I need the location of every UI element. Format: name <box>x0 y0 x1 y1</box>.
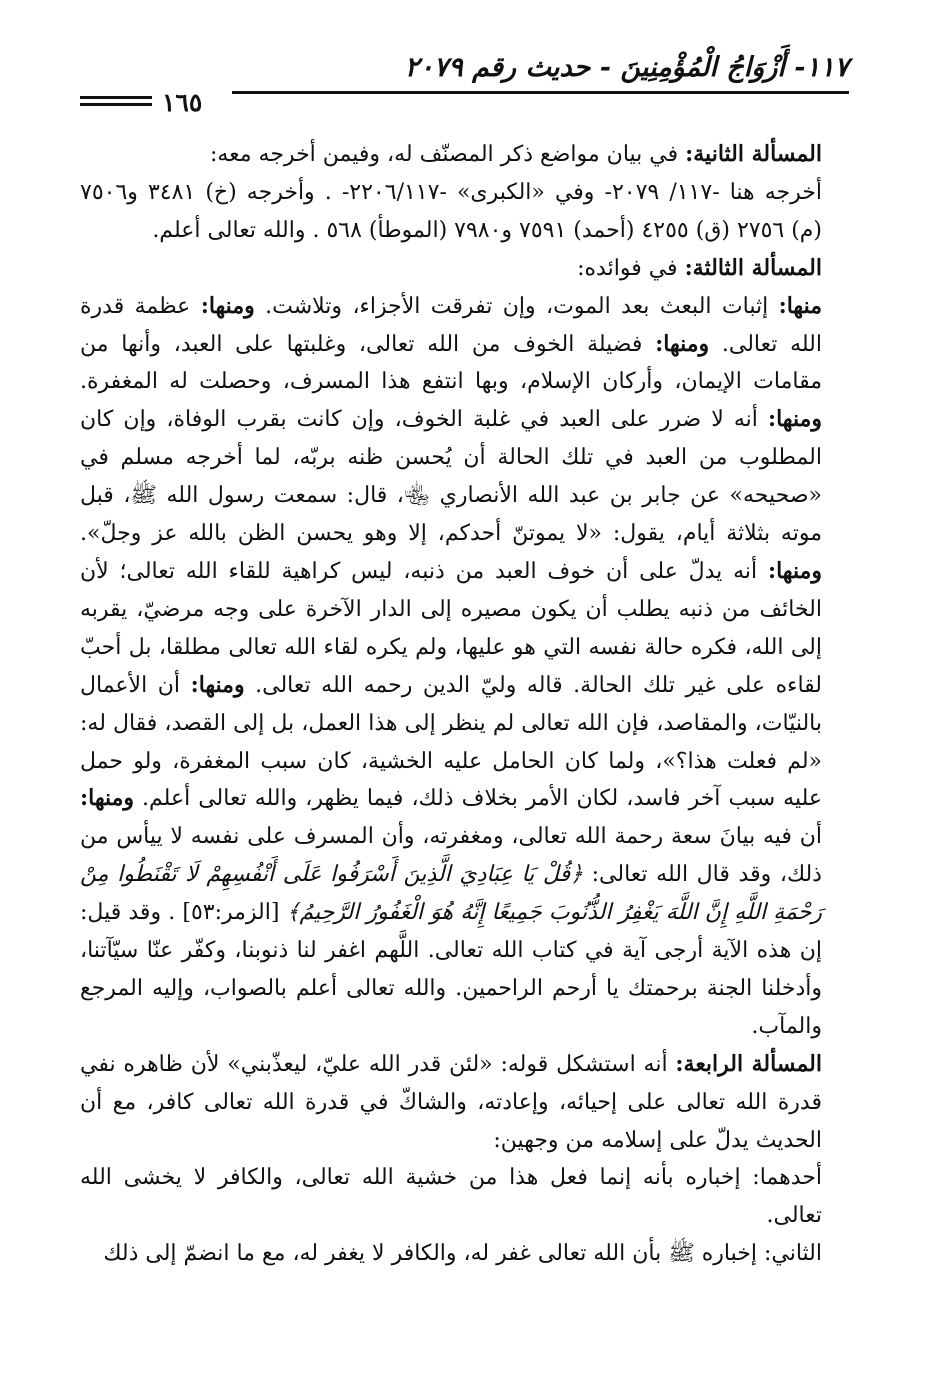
page-body <box>80 136 822 1273</box>
keyword-wa-minha: ومنها: <box>200 292 255 319</box>
paragraph-text: أنه لا ضرر على العبد في غلبة الخوف، وإن كانت بقرب الوفاة، وإن كان المطلوب من العبد في تلك الحالة أن يُحسن ظنه بربّه، لما أخرجه مسلم في «صحيحه» عن جابر بن عبد الله الأنصاري ﵄، قال: سمعت رسول الله ﷺ، قبل موته بثلاثة أيام، يقول: «لا يموتنّ أحدكم، إلا وهو يحسن الظن بالله عز وجلّ». <box>80 407 822 547</box>
keyword-minha: منها: <box>778 292 822 319</box>
paragraph-text: أنه يدلّ على أن خوف العبد من ذنبه، ليس كراهية للقاء الله تعالى؛ لأن الخائف من ذنبه يطلب أن يكون مصيره إلى الدار الآخرة على وجه مرضيّ، يقربه إلى الله، فكره حالة نفسه التي هو عليها، ولم يكره لقاء الله تعالى مطلقا، بل أحبّ لقاءه على غير تلك الحالة. قاله وليّ الدين رحمه الله تعالى. <box>80 558 822 698</box>
paragraph-text: عظمة قدرة الله تعالى. <box>80 293 823 357</box>
paragraph-text: أن الأعمال بالنيّات، والمقاصد، فإن الله تعالى لم ينظر إلى هذا العمل، بل إلى القصد، فقال له: «لم فعلت هذا؟»، ولما كان الحامل عليه الخشية، كان سبب المغفرة، ولو حمل عليه سبب آخر فاسد، لكان الأمر بخلاف ذلك، فيما يظهر، والله تعالى أعلم. <box>80 672 822 812</box>
section-intro: في بيان مواضع ذكر المصنّف له، وفيمن أخرجه معه: <box>209 142 686 167</box>
keyword-wa-minha: ومنها: <box>767 406 822 433</box>
section-label: المسألة الرابعة: <box>675 1050 822 1077</box>
section-masala-3-text <box>80 288 822 1046</box>
section-masala-2-text: أخرجه هنا -١١٧/ ٢٠٧٩- وفي «الكبرى» -٢٢٠٦/١١٧- . وأخرجه (خ) ٣٤٨١ و٧٥٠٦ (م) ٢٧٥٦ (ق) ٤٢٥٥ (أحمد) ٧٥٩١ و٧٩٨٠ (الموطأ) ٥٦٨ . والله تعالى أعلم. <box>80 179 822 243</box>
paragraph-text: أن فيه بيانَ سعة رحمة الله تعالى، ومغفرته، وأن المسرف على نفسه لا ييأس من ذلك، وقد قال الله تعالى: <box>80 824 822 888</box>
header-rule <box>232 91 849 94</box>
section-masala-4-second: الثاني: إخباره ﷺ بأن الله تعالى غفر له، والكافر لا يغفر له، مع ما انضمّ إلى ذلك <box>103 1241 822 1267</box>
section-masala-4-text <box>80 1046 822 1160</box>
paragraph-text: إثبات البعث بعد الموت، وإن تفرقت الأجزاء، وتلاشت. <box>254 293 779 319</box>
keyword-wa-minha: ومنها: <box>80 785 135 812</box>
running-header-title: ١١٧- أَزْوَاجُ الْمُؤْمِنِينَ - حديث رقم ٢٠٧٩ <box>404 52 849 83</box>
keyword-wa-minha: ومنها: <box>767 557 822 584</box>
paragraph-text: [الزمر:٥٣] . وقد قيل: إن هذه الآية أرجى آية في كتاب الله تعالى. اللَّهم اغفر لنا ذنوبنا، وكفّر عنّا سيّآتنا، وأدخلنا الجنة برحمتك يا أرحم الراحمين. والله تعالى أعلم بالصواب، وإليه المرجع والمآب. <box>80 900 822 1039</box>
section-intro: في فوائده: <box>577 255 685 281</box>
section-label: المسألة الثالثة: <box>684 254 822 281</box>
section-masala-3-heading <box>80 250 822 288</box>
keyword-wa-minha: ومنها: <box>190 671 245 698</box>
quran-verse: ﴿قُلْ يَا عِبَادِيَ الَّذِينَ أَسْرَفُوا عَلَى أَنْفُسِهِمْ لَا تَقْنَطُوا مِنْ رَحْمَةِ اللَّهِ إِنَّ اللَّهَ يَغْفِرُ الذُّنُوبَ جَمِيعًا إِنَّهُ هُوَ الْغَفُورُ الرَّحِيمُ﴾ <box>80 862 822 926</box>
section-label: المسألة الثانية: <box>685 141 822 167</box>
section-masala-4-first: أحدهما: إخباره بأنه إنما فعل هذا من خشية الله تعالى، والكافر لا يخشى الله تعالى. <box>80 1165 822 1229</box>
keyword-wa-minha: ومنها: <box>655 330 710 357</box>
paragraph-text: أنه استشكل قوله: «لئن قدر الله عليّ، ليعذّبني» لأن ظاهره نفي قدرة الله تعالى على إحيائه، وإعادته، والشاكّ في قدرة الله تعالى كافر، مع أن الحديث يدلّ على إسلامه من وجهين: <box>80 1051 822 1153</box>
section-masala-2-heading <box>80 136 822 174</box>
header-double-rule-top <box>80 96 152 99</box>
page-number: ١٦٥ <box>162 88 203 117</box>
header-double-rule-bottom <box>80 103 152 106</box>
paragraph-text: فضيلة الخوف من الله تعالى، وغلبتها على العبد، وأنها من مقامات الإيمان، وأركان الإسلام، وبها انتفع هذا المسرف، وحصلت له المغفرة. <box>80 331 822 395</box>
